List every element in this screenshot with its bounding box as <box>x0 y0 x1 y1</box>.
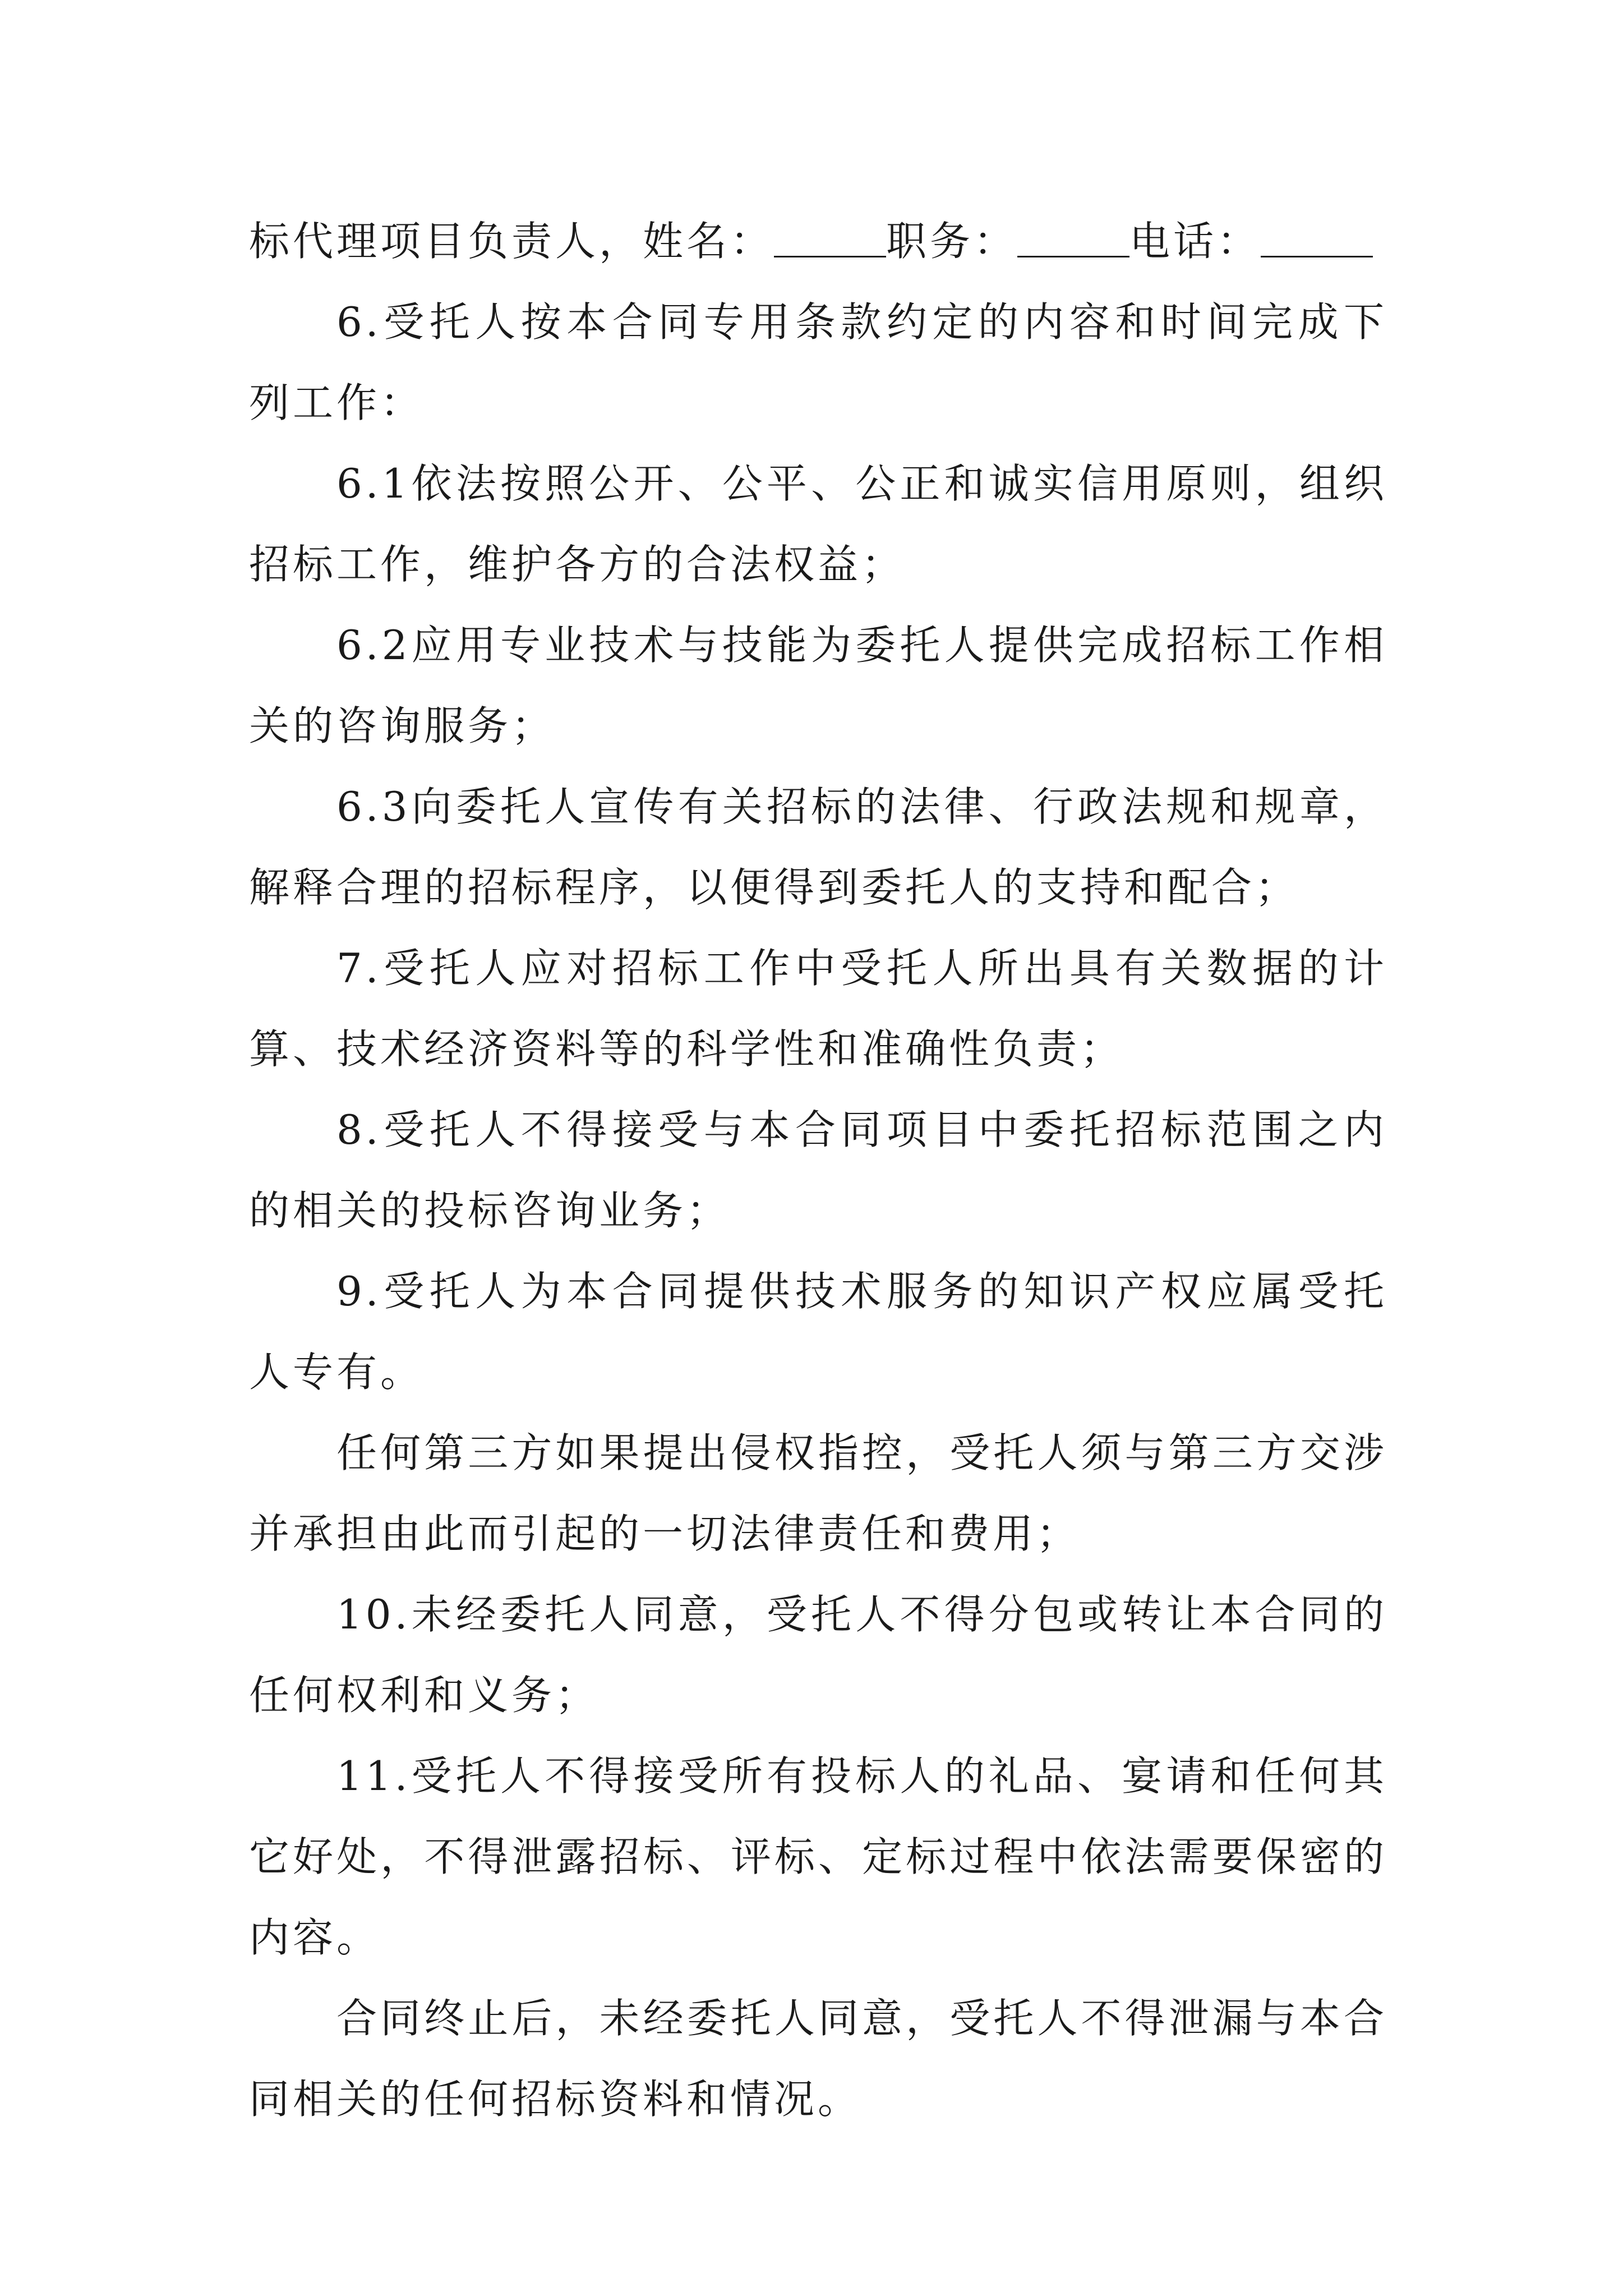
document-body <box>249 201 1387 2139</box>
clause-6-1: 6.1依法按照公开、公平、公正和诚实信用原则，组织招标工作，维护各方的合法权益； <box>249 460 1387 588</box>
clause-7: 7.受托人应对招标工作中受托人所出具有关数据的计算、技术经济资料等的科学性和准确性负责； <box>249 945 1387 1073</box>
clause-6-2: 6.2应用专业技术与技能为委托人提供完成招标工作相关的咨询服务； <box>249 622 1387 749</box>
name-blank <box>774 222 886 257</box>
clause-9-supplement: 任何第三方如果提出侵权指控，受托人须与第三方交涉并承担由此而引起的一切法律责任和费用； <box>249 1429 1387 1557</box>
clause-9: 9.受托人为本合同提供技术服务的知识产权应属受托人专有。 <box>249 1268 1387 1396</box>
contact-label-position: 职务： <box>886 218 1018 265</box>
contact-line <box>249 201 1387 282</box>
phone-blank <box>1261 222 1373 257</box>
clause-11-supplement: 合同终止后，未经委托人同意，受托人不得泄漏与本合同相关的任何招标资料和情况。 <box>249 1995 1387 2123</box>
contact-label-name: 标代理项目负责人，姓名： <box>249 218 774 265</box>
clause-6-3: 6.3向委托人宣传有关招标的法律、行政法规和规章，解释合理的招标程序，以便得到委托人的支持和配合； <box>249 783 1387 911</box>
clause-6: 6.受托人按本合同专用条款约定的内容和时间完成下列工作： <box>249 298 1387 426</box>
clause-8: 8.受托人不得接受与本合同项目中委托招标范围之内的相关的投标咨询业务； <box>249 1106 1387 1234</box>
contact-label-phone: 电话： <box>1129 218 1261 265</box>
clause-10: 10.未经委托人同意，受托人不得分包或转让本合同的任何权利和义务； <box>249 1591 1387 1719</box>
position-blank <box>1017 222 1129 257</box>
clause-11: 11.受托人不得接受所有投标人的礼品、宴请和任何其它好处，不得泄露招标、评标、定标过程中依法需要保密的内容。 <box>249 1752 1387 1961</box>
